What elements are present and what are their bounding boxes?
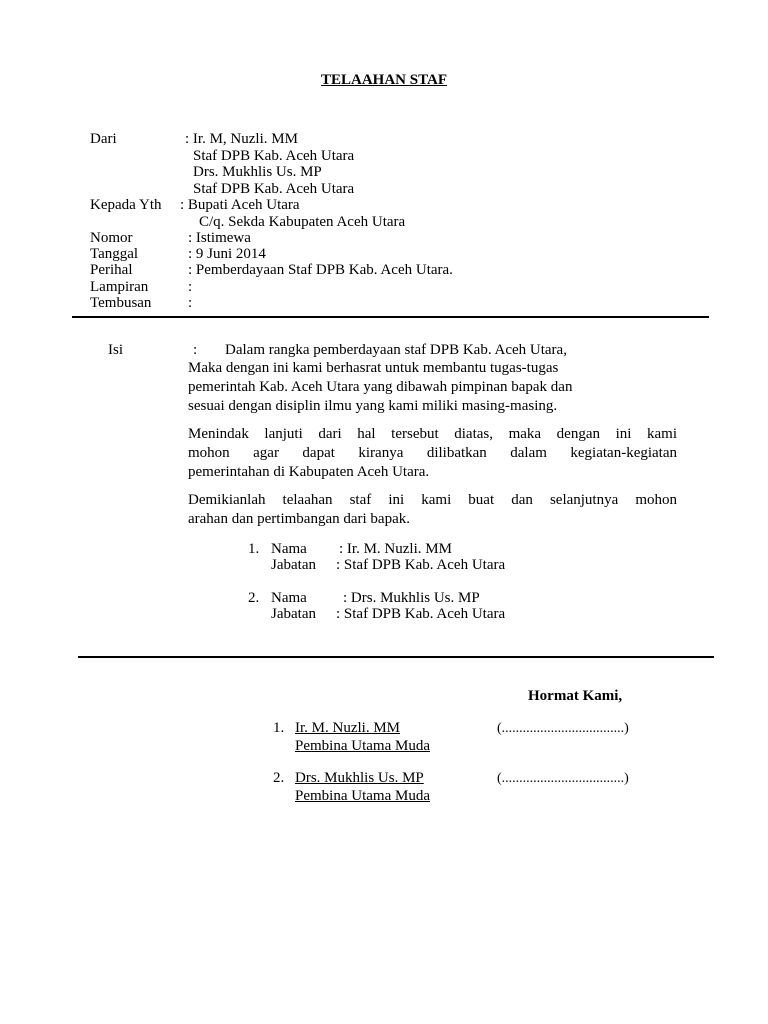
dari-line-3: Drs. Mukhlis Us. MP <box>193 164 322 180</box>
signer-1-signature-line: (...................................) <box>497 721 629 736</box>
isi-colon: : <box>193 342 198 358</box>
paragraph-1-line-4: sesuai dengan disiplin ilmu yang kami miliki masing-masing. <box>188 398 558 414</box>
signer-2-rank: Pembina Utama Muda <box>295 788 430 804</box>
nomor-value: : Istimewa <box>188 230 251 246</box>
tembusan-label: Tembusan <box>90 295 152 311</box>
isi-label: Isi <box>108 342 123 358</box>
nomor-label: Nomor <box>90 230 133 246</box>
paragraph-1-line-2: Maka dengan ini kami berhasrat untuk membantu tugas-tugas <box>188 360 559 376</box>
staff-2-nama-value: : Drs. Mukhlis Us. MP <box>343 590 480 606</box>
header-divider <box>72 316 709 318</box>
dari-line-1: : Ir. M, Nuzli. MM <box>185 131 298 147</box>
body-divider <box>78 656 714 658</box>
staff-1-number: 1. <box>248 541 260 557</box>
lampiran-label: Lampiran <box>90 279 149 295</box>
document-title: TELAAHAN STAF <box>321 72 447 88</box>
staff-2-jabatan-value: : Staf DPB Kab. Aceh Utara <box>336 606 506 622</box>
dari-line-4: Staf DPB Kab. Aceh Utara <box>193 181 355 197</box>
signer-2-number: 2. <box>273 770 285 786</box>
perihal-label: Perihal <box>90 262 133 278</box>
paragraph-2-line-1: Menindak lanjuti dari hal tersebut diatas, maka dengan ini kami <box>188 426 677 442</box>
paragraph-1-line-1: Dalam rangka pemberdayaan staf DPB Kab. Aceh Utara, <box>225 342 567 358</box>
kepada-label: Kepada Yth <box>90 197 162 213</box>
hormat-kami: Hormat Kami, <box>528 688 623 704</box>
paragraph-3-line-2: arahan dan pertimbangan dari bapak. <box>188 511 410 527</box>
staff-1-nama-label: Nama <box>271 541 307 557</box>
paragraph-2 <box>188 425 677 482</box>
paragraph-3-line-1: Demikianlah telaahan staf ini kami buat dan selanjutnya mohon <box>188 492 677 508</box>
paragraph-2-line-3: pemerintahan di Kabupaten Aceh Utara. <box>188 464 430 480</box>
staff-2-nama-label: Nama <box>271 590 307 606</box>
signer-1-number: 1. <box>273 720 285 736</box>
kepada-line-1: : Bupati Aceh Utara <box>180 197 300 213</box>
tanggal-value: : 9 Juni 2014 <box>188 246 266 262</box>
staff-1-jabatan-value: : Staf DPB Kab. Aceh Utara <box>336 557 506 573</box>
signer-1-rank: Pembina Utama Muda <box>295 738 430 754</box>
dari-label: Dari <box>90 131 117 147</box>
signer-2-signature-line: (...................................) <box>497 771 629 786</box>
tembusan-value: : <box>188 295 193 311</box>
lampiran-value: : <box>188 279 193 295</box>
signer-1-name: Ir. M. Nuzli. MM <box>295 720 400 736</box>
dari-line-2: Staf DPB Kab. Aceh Utara <box>193 148 355 164</box>
perihal-value: : Pemberdayaan Staf DPB Kab. Aceh Utara. <box>188 262 453 278</box>
tanggal-label: Tanggal <box>90 246 139 262</box>
staff-1-nama-value: : Ir. M. Nuzli. MM <box>339 541 452 557</box>
paragraph-1-line-3: pemerintah Kab. Aceh Utara yang dibawah pimpinan bapak dan <box>188 379 573 395</box>
signer-2-name: Drs. Mukhlis Us. MP <box>295 770 424 786</box>
staff-2-number: 2. <box>248 590 260 606</box>
staff-1-jabatan-label: Jabatan <box>271 557 316 573</box>
staff-2-jabatan-label: Jabatan <box>271 606 316 622</box>
kepada-line-2: C/q. Sekda Kabupaten Aceh Utara <box>199 214 406 230</box>
paragraph-3 <box>188 491 677 529</box>
paragraph-2-line-2: mohon agar dapat kiranya dilibatkan dalam kegiatan-kegiatan <box>188 445 677 461</box>
